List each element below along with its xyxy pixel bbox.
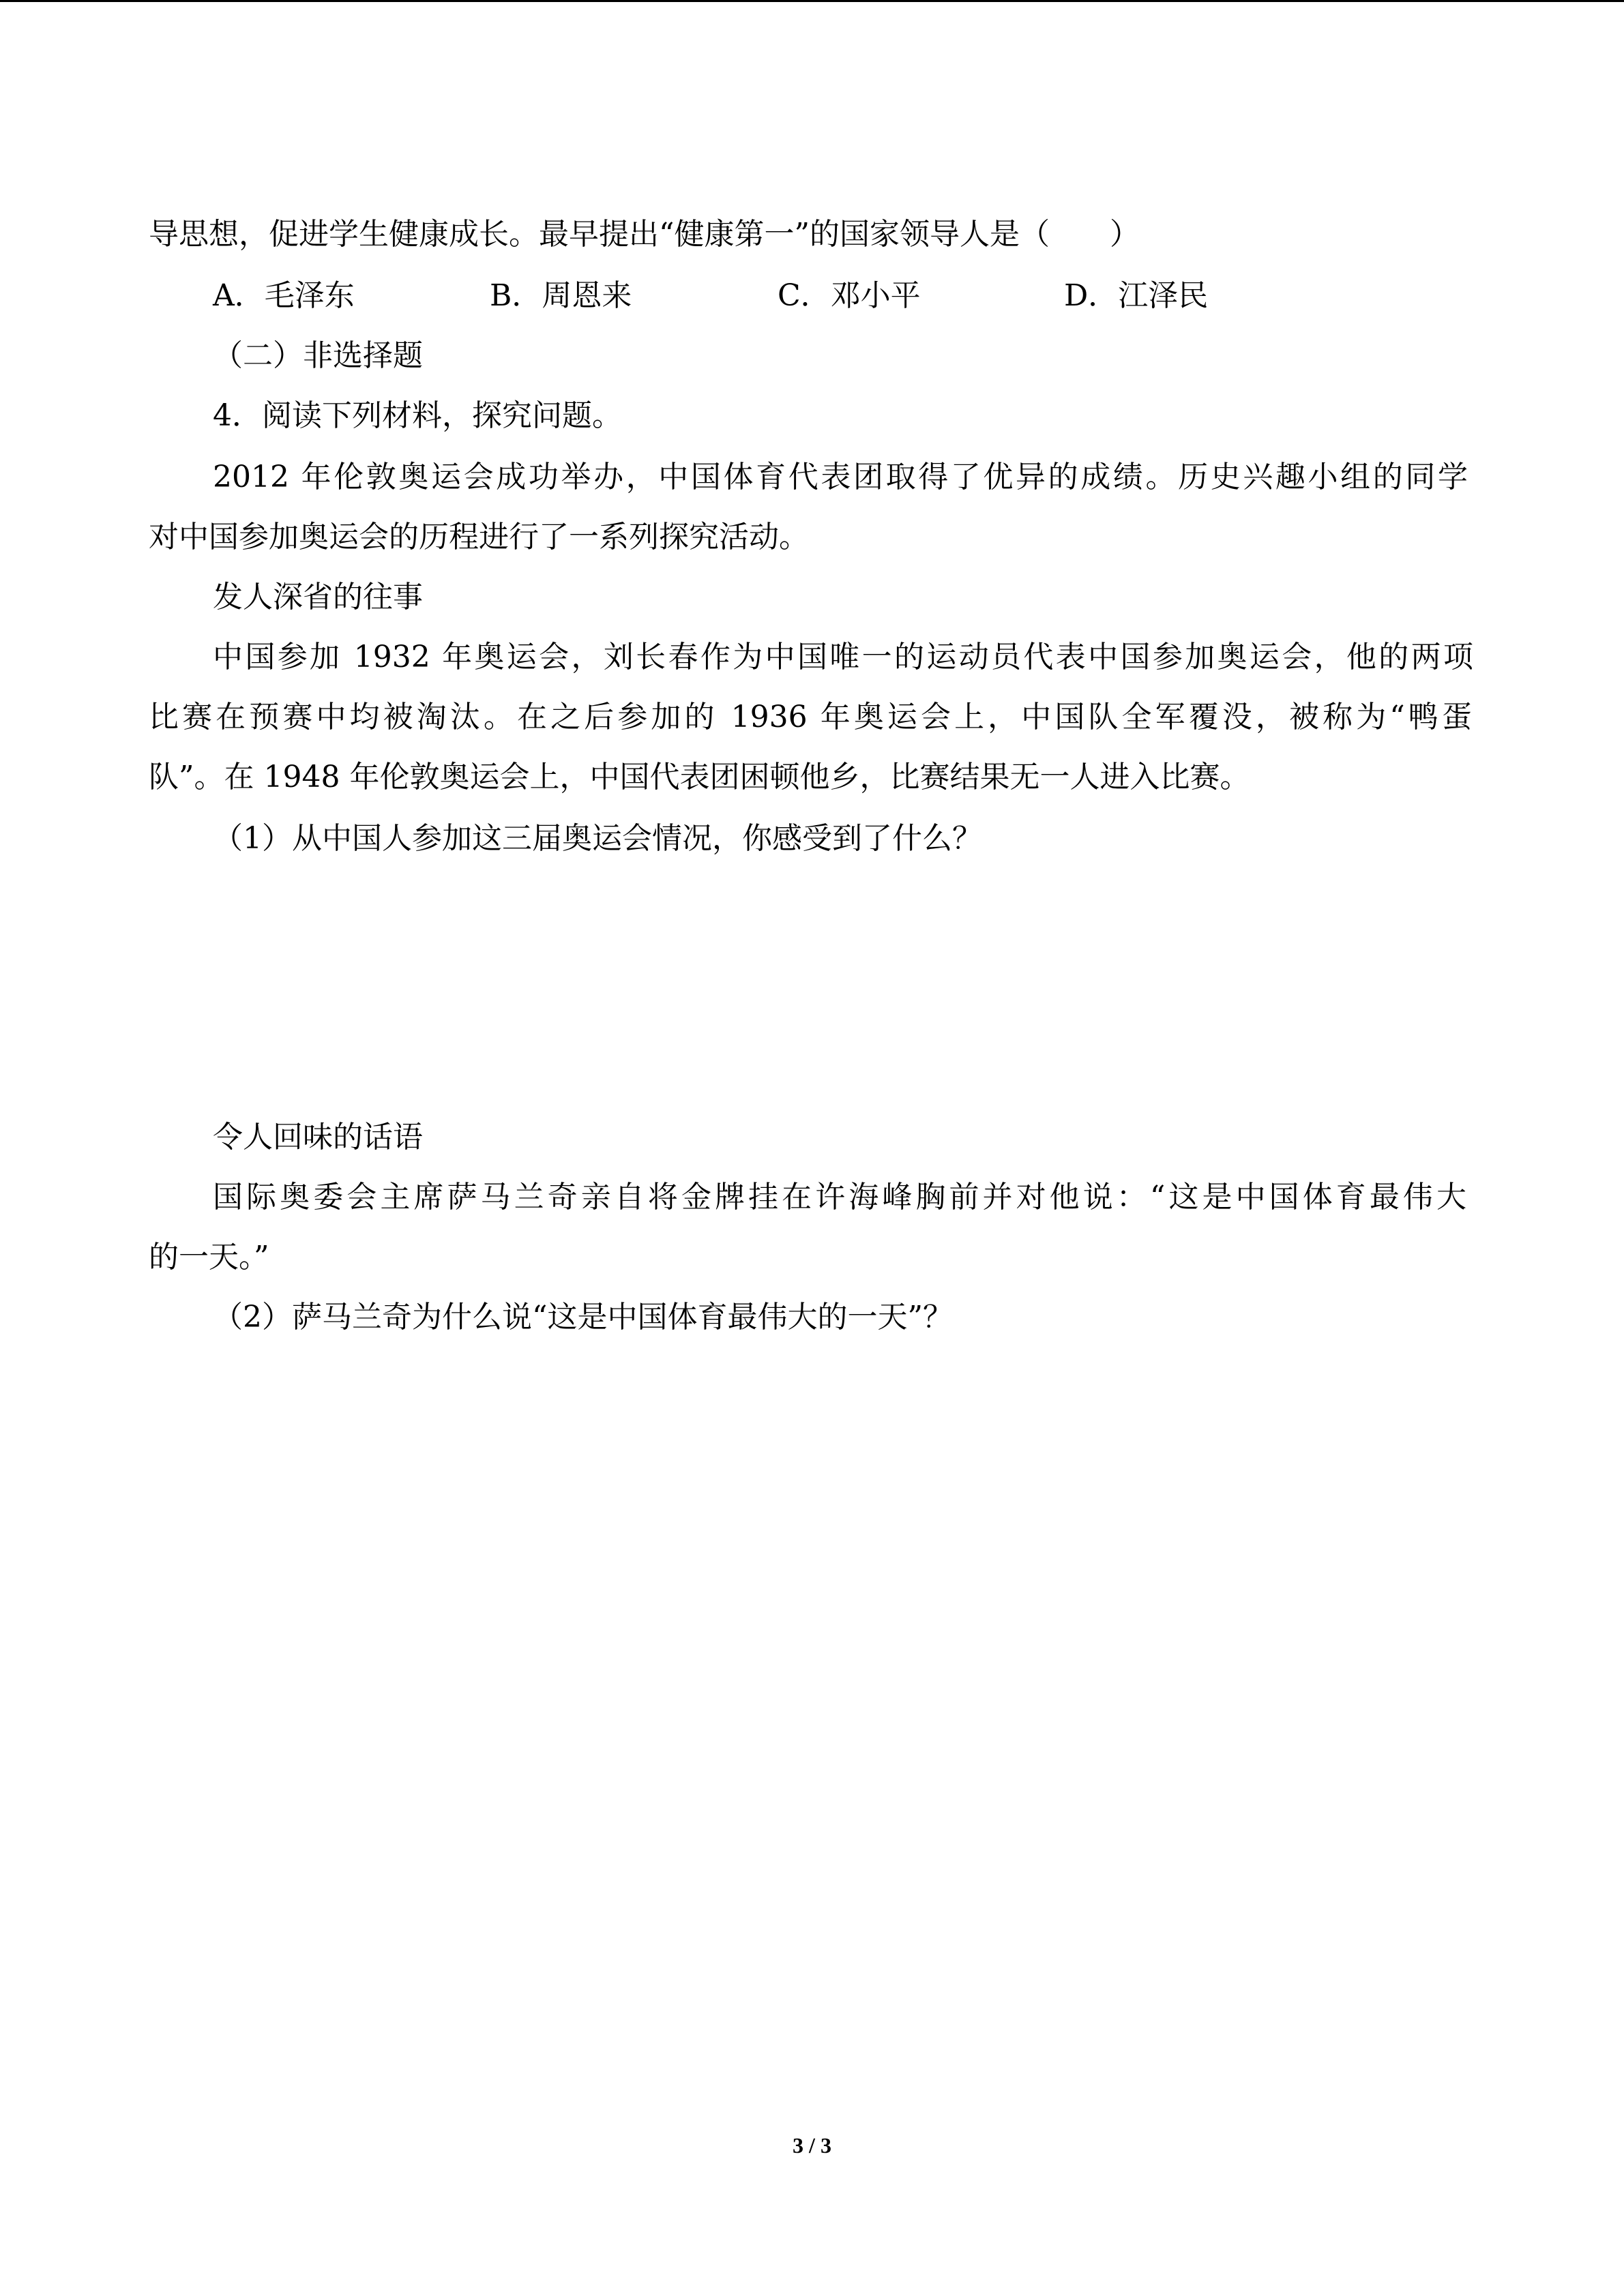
part-2-text-line-2: 的一天。”: [149, 1240, 269, 1274]
part-2-text-line-1: 国际奥委会主席萨马兰奇亲自将金牌挂在许海峰胸前并对他说：“这是中国体育最伟大: [213, 1180, 1466, 1214]
part-2-title: 令人回味的话语: [213, 1120, 423, 1154]
part-1-text-line-2: 比赛在预赛中均被淘汰。在之后参加的 1936 年奥运会上，中国队全军覆没，被称为“鸭蛋: [149, 700, 1472, 734]
part-1-text-line-1: 中国参加 1932 年奥运会，刘长春作为中国唯一的运动员代表中国参加奥运会，他的两项: [213, 640, 1473, 674]
option-b: B．周恩来: [490, 278, 632, 313]
part-1-title: 发人深省的往事: [213, 580, 423, 614]
question-4-prompt: 4．阅读下列材料，探究问题。: [213, 398, 622, 433]
part-1-text-line-3: 队”。在 1948 年伦敦奥运会上，中国代表团困顿他乡，比赛结果无一人进入比赛。: [149, 760, 1250, 794]
sub-question-1: （1）从中国人参加这三届奥运会情况，你感受到了什么？: [213, 821, 982, 856]
sub-question-2: （2）萨马兰奇为什么说“这是中国体育最伟大的一天”？: [213, 1300, 953, 1335]
option-d: D．江泽民: [1064, 278, 1209, 313]
option-c: C．邓小平: [778, 278, 921, 313]
option-a: A．毛泽东: [213, 278, 355, 313]
intro-line-2: 对中国参加奥运会的历程进行了一系列探究活动。: [149, 520, 809, 554]
intro-line-1: 2012 年伦敦奥运会成功举办，中国体育代表团取得了优异的成绩。历史兴趣小组的同学: [213, 460, 1468, 494]
question-3-stem-tail: 导思想，促进学生健康成长。最早提出“健康第一”的国家领导人是（ ）: [149, 217, 1140, 252]
section-heading-non-choice: （二）非选择题: [213, 338, 423, 373]
page-number: 3 / 3: [793, 2133, 831, 2158]
